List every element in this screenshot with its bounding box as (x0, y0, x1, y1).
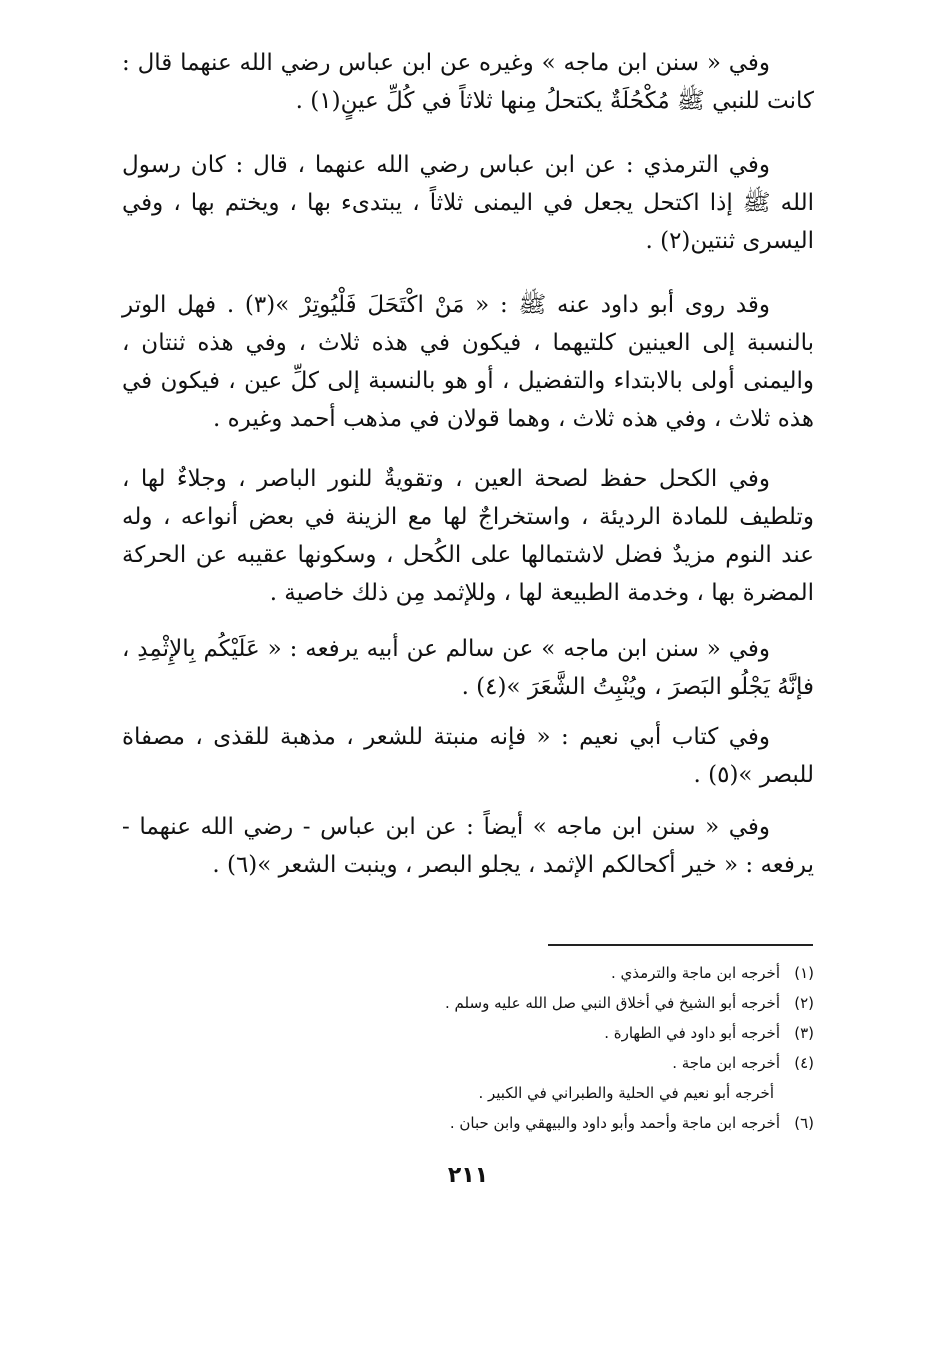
footnote-number: (١) (794, 964, 814, 982)
footnote-4 (122, 1048, 814, 1078)
paragraph-5: وفي « سنن ابن ماجه » عن سالم عن أبيه يرفعه : « عَلَيْكُم بِالإِثْمِدِ ، فإنَّهُ يَجْلُو البَصرَ ، ويُنْبِتُ الشَّعَرَ »(٤) . (122, 636, 814, 700)
footnote-3 (122, 1018, 814, 1048)
footnote-number: (٢) (794, 994, 814, 1012)
footnote-6 (122, 1108, 814, 1138)
footnote-text: أخرجه ابن ماجة . (672, 1054, 780, 1072)
footnote-5 (122, 1078, 814, 1108)
paragraph-1: وفي « سنن ابن ماجه » وغيره عن ابن عباس رضي الله عنهما قال : كانت للنبي ﷺ مُكْحُلَةٌ يكتحلُ مِنها ثلاثاً في كُلِّ عينٍ(١) . (122, 50, 814, 114)
footnote-text: أخرجه ابن ماجة والترمذي . (611, 964, 780, 982)
footnote-divider (548, 944, 813, 946)
page-number: ٢١١ (447, 1163, 489, 1188)
footnotes (122, 958, 814, 1138)
paragraph-6: وفي كتاب أبي نعيم : « فإنه منبتة للشعر ، مذهبة للقذى ، مصفاة للبصر »(٥) . (122, 724, 814, 788)
paragraph-4: وفي الكحل حفظ لصحة العين ، وتقويةٌ للنور الباصر ، وجلاءٌ لها ، وتلطيف للمادة الرديئة ، واستخراجٌ لها مع الزينة في بعض أنواعه ، وله عند النوم مزيدٌ فضل لاشتمالها على الكُحل ، وسكونها عقيبه عن الحركة المضرة بها ، وخدمة الطبيعة لها ، وللإثمد مِن ذلك خاصية . (122, 466, 814, 606)
footnote-text: أخرجه أبو الشيخ في أخلاق النبي صل الله عليه وسلم . (445, 994, 780, 1012)
footnote-text: أخرجه ابن ماجة وأحمد وأبو داود والبيهقي وابن حبان . (449, 1114, 780, 1132)
paragraph-2: وفي الترمذي : عن ابن عباس رضي الله عنهما ، قال : كان رسول الله ﷺ إذا اكتحل يجعل في اليمنى ثلاثاً ، يبتدىء بها ، ويختم بها ، وفي اليسرى ثنتين(٢) . (122, 152, 814, 254)
footnote-number: (٤) (794, 1054, 814, 1072)
footnote-text: أخرجه أبو داود في الطهارة . (604, 1024, 780, 1042)
footnote-number: (٣) (794, 1024, 814, 1042)
paragraph-3: وقد روى أبو داود عنه ﷺ : « مَنْ اكْتَحَلَ فَلْيُوتِرْ »(٣) . فهل الوتر بالنسبة إلى العينين كلتيهما ، فيكون في هذه ثلاث ، وفي هذه ثنتان ، واليمنى أولى بالابتداء والتفضيل ، أو هو بالنسبة إلى كلِّ عين ، فيكون في هذه ثلاث ، وفي هذه ثلاث ، وهما قولان في مذهب أحمد وغيره . (122, 292, 814, 432)
footnote-text: أخرجه أبو نعيم في الحلية والطبراني في الكبير . (478, 1084, 774, 1102)
main-text (122, 44, 814, 884)
footnote-2 (122, 988, 814, 1018)
footnote-1 (122, 958, 814, 988)
paragraph-7: وفي « سنن ابن ماجه » أيضاً : عن ابن عباس - رضي الله عنهما - يرفعه : « خير أكحالكم الإثمد ، يجلو البصر ، وينبت الشعر »(٦) . (122, 814, 814, 878)
footnote-number: (٦) (794, 1114, 814, 1132)
